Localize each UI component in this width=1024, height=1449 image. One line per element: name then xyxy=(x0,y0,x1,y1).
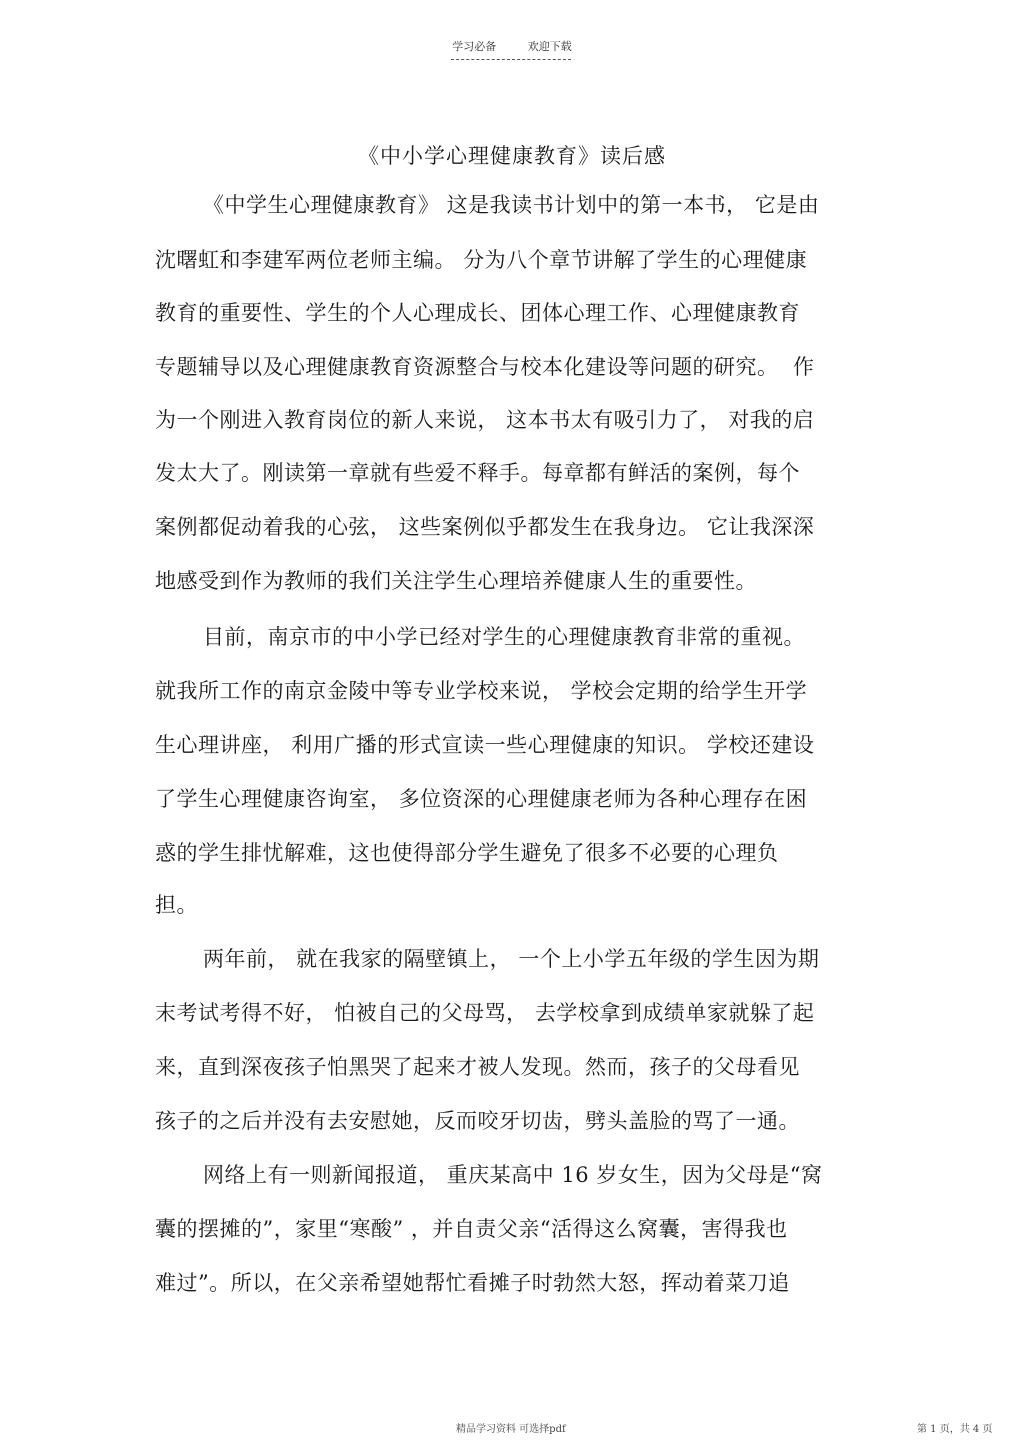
document-title: 《中小学心理健康教育》读后感 xyxy=(358,144,666,168)
text-line: 了学生心理健康咨询室， 多位资深的心理健康老师为各种心理存在困 xyxy=(155,787,808,811)
text-line: 囊的摆摊的”，家里“寒酸” ，并自责父亲“活得这么窝囊，害得我也 xyxy=(155,1217,788,1241)
text-line: 两年前， 就在我家的隔壁镇上， 一个上小学五年级的学生因为期 xyxy=(203,947,820,971)
text-line: 就我所工作的南京金陵中等专业学校来说， 学校会定期的给学生开学 xyxy=(155,679,808,703)
text-line: 教育的重要性、学生的个人心理成长、团体心理工作、心理健康教育 xyxy=(155,301,800,325)
footer-left-text: 精品学习资料 可选择pdf xyxy=(456,1424,566,1435)
text-line: 专题辅导以及心理健康教育资源整合与校本化建设等问题的研究。 作 xyxy=(155,355,815,379)
page-number: 第 1 页，共 4 页 xyxy=(917,1424,993,1435)
text-line: 末考试考得不好， 怕被自己的父母骂， 去学校拿到成绩单家就躲了起 xyxy=(155,1001,815,1025)
text-line: 《中学生心理健康教育》 这是我读书计划中的第一本书， 它是由 xyxy=(203,193,820,217)
text-line: 生心理讲座， 利用广播的形式宣读一些心理健康的知识。 学校还建设 xyxy=(155,733,815,757)
header-divider xyxy=(451,59,571,60)
text-line: 案例都促动着我的心弦， 这些案例似乎都发生在我身边。 它让我深深 xyxy=(155,515,815,539)
page-header xyxy=(0,38,1024,54)
text-line: 发太大了。刚读第一章就有些爱不释手。每章都有鲜活的案例，每个 xyxy=(155,461,800,485)
text-line: 来，直到深夜孩子怕黑哭了起来才被人发现。然而，孩子的父母看见 xyxy=(155,1055,800,1079)
header-left-text: 学习必备 xyxy=(452,40,497,53)
text-line: 沈曙虹和李建军两位老师主编。 分为八个章节讲解了学生的心理健康 xyxy=(155,248,808,272)
header-right-text: 欢迎下载 xyxy=(527,40,572,53)
text-line: 为一个刚进入教育岗位的新人来说， 这本书太有吸引力了， 对我的启 xyxy=(155,408,815,432)
text-line: 目前，南京市的中小学已经对学生的心理健康教育非常的重视。 xyxy=(203,625,805,649)
text-line: 担。 xyxy=(155,893,198,917)
text-line: 孩子的之后并没有去安慰她，反而咬牙切齿，劈头盖脸的骂了一通。 xyxy=(155,1109,800,1133)
text-line: 惑的学生排忧解难，这也使得部分学生避免了很多不必要的心理负 xyxy=(155,841,779,865)
text-line: 网络上有一则新闻报道， 重庆某高中 16 岁女生，因为父母是“窝 xyxy=(203,1163,823,1187)
text-line: 地感受到作为教师的我们关注学生心理培养健康人生的重要性。 xyxy=(155,569,757,593)
text-line: 难过”。所以，在父亲希望她帮忙看摊子时勃然大怒，挥动着菜刀追 xyxy=(155,1271,790,1295)
